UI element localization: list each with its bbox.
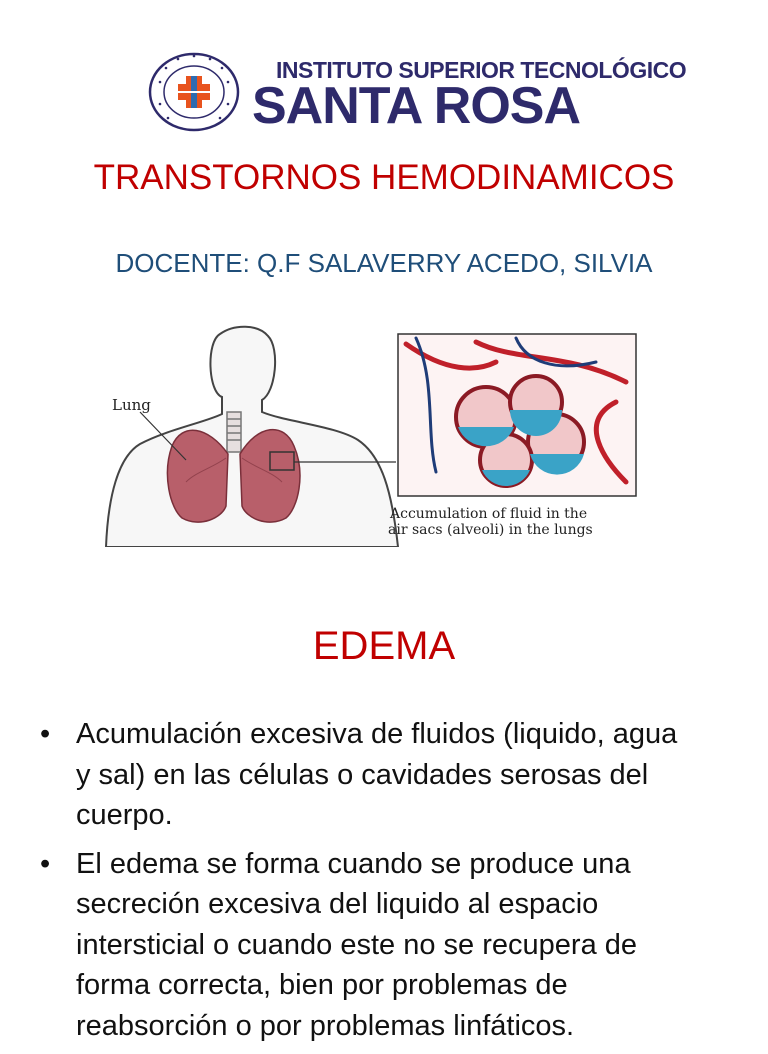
- bullet-dot: •: [40, 718, 51, 750]
- bullet-item: [40, 714, 740, 836]
- right-lung: [240, 430, 300, 523]
- section-title: EDEMA: [312, 624, 456, 668]
- bullet-line: cuerpo.: [76, 799, 173, 831]
- bullet-line: secreción excesiva del liquido al espacio: [76, 888, 599, 920]
- institution-name-line2: SANTA ROSA: [252, 77, 580, 135]
- bullet-list: [40, 714, 740, 1054]
- bullet-line: Acumulación excesiva de fluidos (liquido, agua: [76, 718, 678, 750]
- teacher-name: DOCENTE: Q.F SALAVERRY ACEDO, SILVIA: [115, 248, 653, 278]
- bullet-line: y sal) en las células o cavidades serosas del: [76, 758, 649, 791]
- bullet-item: [40, 844, 740, 1047]
- bullet-line: intersticial o cuando este no se recupera de: [76, 928, 638, 961]
- lung-label: Lung: [112, 396, 151, 414]
- bullet-line: forma correcta, bien por problemas de: [76, 969, 568, 1001]
- institute-seal-logo: [148, 52, 240, 132]
- figure-caption-line1: Accumulation of fluid in the: [390, 506, 588, 522]
- figure-caption-line2: air sacs (alveoli) in the lungs: [388, 522, 593, 538]
- institution-name-line1: INSTITUTO SUPERIOR TECNOLÓGICO: [276, 57, 687, 83]
- slide-title: TRANSTORNOS HEMODINAMICOS: [93, 158, 675, 197]
- left-lung: [167, 430, 228, 522]
- bullet-dot: •: [40, 847, 51, 880]
- trachea: [227, 412, 241, 452]
- bullet-line: reabsorción o por problemas linfáticos.: [76, 1009, 575, 1042]
- bullet-line: El edema se forma cuando se produce una: [76, 847, 631, 880]
